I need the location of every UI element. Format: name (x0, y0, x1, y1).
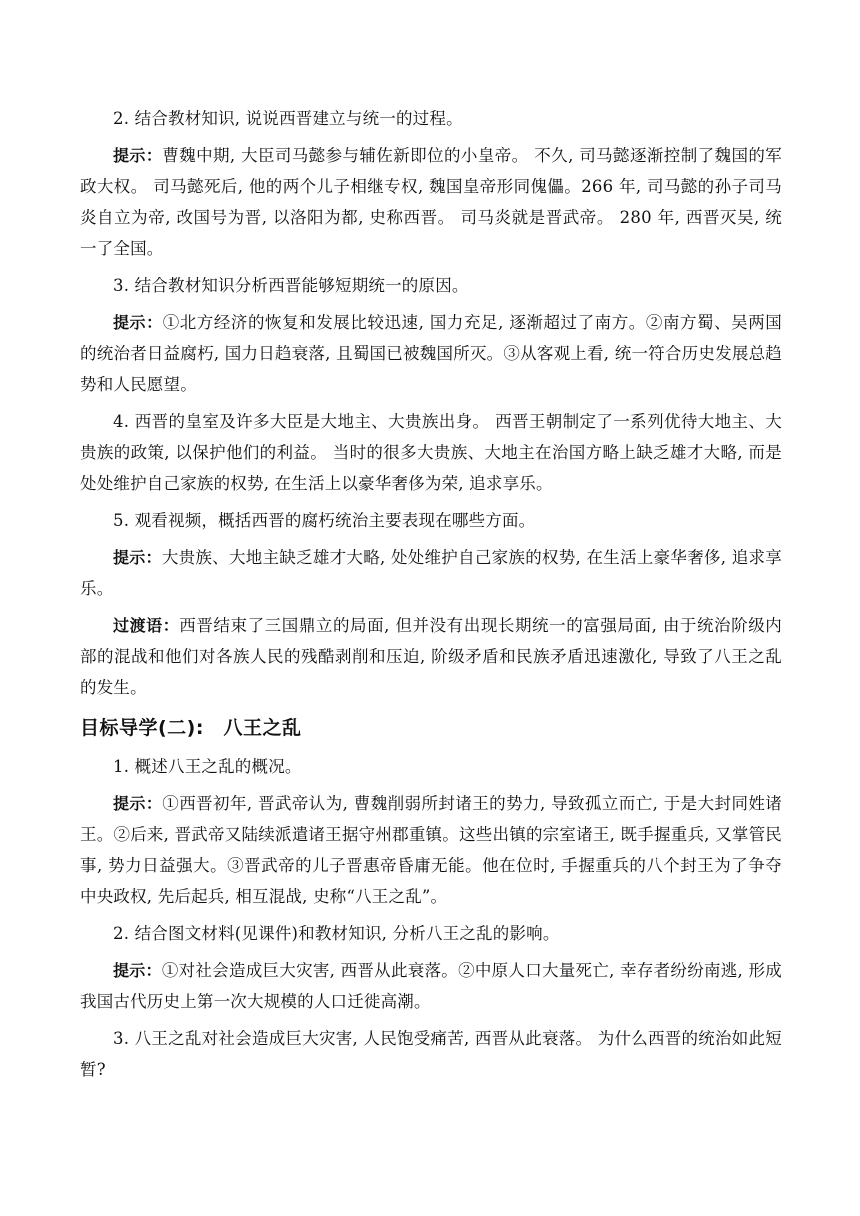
answer-b1 (80, 788, 782, 912)
hint-label: 提示： (113, 548, 162, 567)
answer-5 (80, 542, 782, 604)
hint-label: 提示： (113, 794, 163, 813)
question-5: 5. 观看视频，概括西晋的腐朽统治主要表现在哪些方面。 (113, 511, 536, 530)
question-b2: 2. 结合图文材料(见课件)和教材知识, 分析八王之乱的影响。 (113, 924, 560, 943)
answer-2-text: 曹魏中期, 大臣司马懿参与辅佐新即位的小皇帝。 不久, 司马懿逐渐控制了魏国的军政大权。 司马懿死后, 他的两个儿子相继专权, 魏国皇帝形同傀儡。266 年, 司马懿的孙子司马炎自立为帝, 改国号为晋, 以洛阳为都, 史称西晋。 司马炎就是晋武帝。 280 年, 西晋灭吴, 统一了全国。 (80, 146, 782, 258)
question-b3: 3. 八王之乱对社会造成巨大灾害, 人民饱受痛苦, 西晋从此衰落。 为什么西晋的统治如此短暂? (80, 1029, 782, 1079)
hint-label: 提示： (113, 961, 162, 980)
question-b1: 1. 概述八王之乱的概况。 (113, 757, 302, 776)
question-2: 2. 结合教材知识, 说说西晋建立与统一的过程。 (113, 109, 463, 128)
document-page (80, 103, 782, 1085)
answer-b2-text: ①对社会造成巨大灾害, 西晋从此衰落。②中原人口大量死亡, 幸存者纷纷南逃, 形成我国古代历史上第一次大规模的人口迁徙高潮。 (80, 961, 782, 1011)
answer-3-text: ①北方经济的恢复和发展比较迅速, 国力充足, 逐渐超过了南方。②南方蜀、吴两国的统治者日益腐朽, 国力日趋衰落, 且蜀国已被魏国所灭。③从客观上看, 统一符合历史发展总趋势和人民愿望。 (80, 313, 782, 394)
hint-label: 提示： (113, 146, 163, 165)
hint-label: 提示： (113, 313, 163, 332)
answer-2 (80, 140, 782, 264)
transition-label: 过渡语： (113, 616, 180, 635)
answer-b2 (80, 955, 782, 1017)
transition (80, 610, 782, 703)
question-3: 3. 结合教材知识分析西晋能够短期统一的原因。 (113, 276, 469, 295)
answer-5-text: 大贵族、大地主缺乏雄才大略, 处处维护自己家族的权势, 在生活上豪华奢侈, 追求享乐。 (80, 548, 782, 598)
transition-text: 西晋结束了三国鼎立的局面, 但并没有出现长期统一的富强局面, 由于统治阶级内部的混战和他们对各族人民的残酷剥削和压迫, 阶级矛盾和民族矛盾迅速激化, 导致了八王之乱的发生。 (80, 616, 782, 697)
section-heading: 目标导学(二): 八王之乱 (80, 717, 302, 739)
answer-b1-text: ①西晋初年, 晋武帝认为, 曹魏削弱所封诸王的势力, 导致孤立而亡, 于是大封同姓诸王。②后来, 晋武帝又陆续派遣诸王据守州郡重镇。这些出镇的宗室诸王, 既手握重兵, 又掌管民事, 势力日益强大。③晋武帝的儿子晋惠帝昏庸无能。他在位时, 手握重兵的八个封王为了争夺中央政权, 先后起兵, 相互混战, 史称“八王之乱”。 (80, 794, 782, 906)
paragraph-4: 4. 西晋的皇室及许多大臣是大地主、大贵族出身。 西晋王朝制定了一系列优待大地主、大贵族的政策, 以保护他们的利益。 当时的很多大贵族、大地主在治国方略上缺乏雄才大略, 而是处处维护自己家族的权势, 在生活上以豪华奢侈为荣, 追求享乐。 (80, 412, 782, 493)
answer-3 (80, 307, 782, 400)
